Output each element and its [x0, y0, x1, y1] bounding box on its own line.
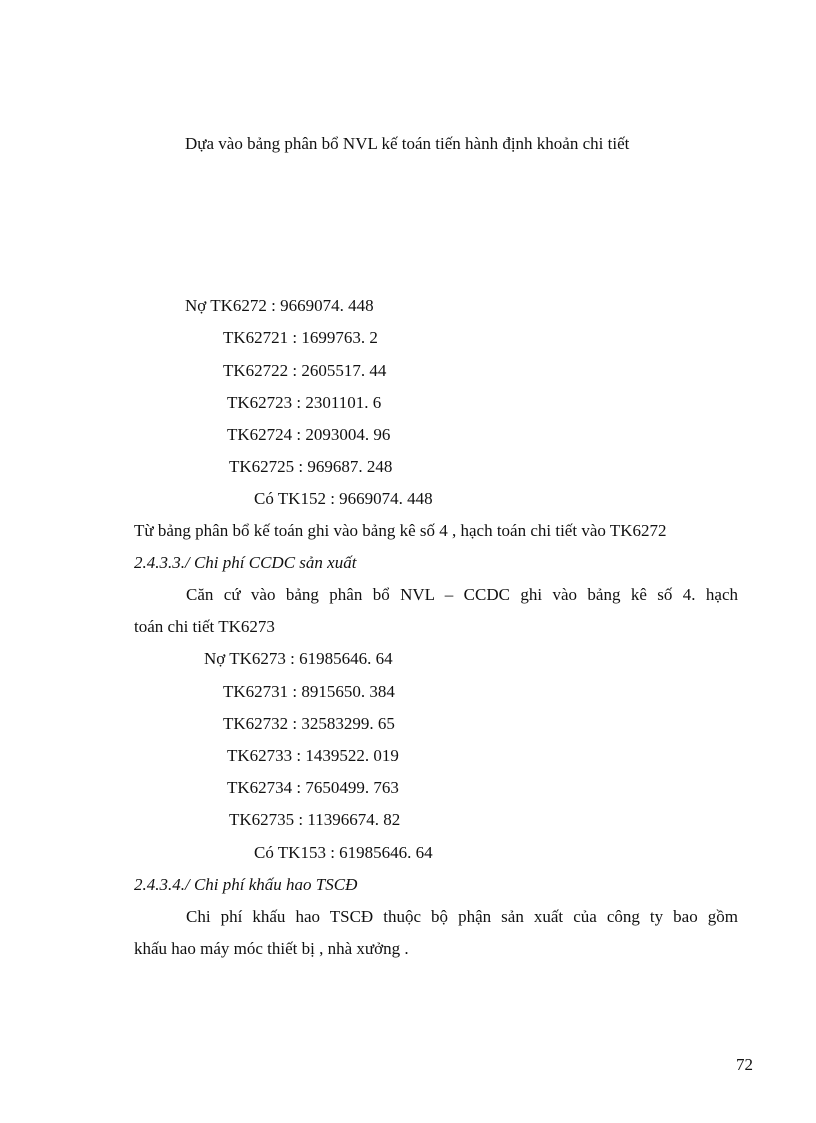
nvl-subaccount-line: TK62721 : 1699763. 2 [223, 328, 378, 347]
ccdc-subaccount-line: TK62735 : 11396674. 82 [229, 810, 401, 829]
nvl-subaccount-line: TK62722 : 2605517. 44 [223, 361, 387, 380]
ccdc-subaccount-line: TK62734 : 7650499. 763 [227, 778, 399, 797]
depreciation-paragraph-line-1: Chi phí khấu hao TSCĐ thuộc bộ phận sản xuất của công ty bao gồm [186, 907, 738, 926]
section-heading-ccdc: 2.4.3.3./ Chi phí CCDC sản xuất [134, 553, 357, 572]
intro-text: Dựa vào bảng phân bổ NVL kế toán tiến hành định khoản chi tiết [185, 134, 630, 153]
ccdc-paragraph-line-1: Căn cứ vào bảng phân bổ NVL – CCDC ghi vào bảng kê số 4. hạch [186, 585, 738, 604]
nvl-note: Từ bảng phân bổ kế toán ghi vào bảng kê số 4 , hạch toán chi tiết vào TK6272 [134, 521, 667, 540]
ccdc-paragraph-line-2: toán chi tiết TK6273 [134, 617, 275, 636]
nvl-debit-entry: Nợ TK6272 : 9669074. 448 [185, 296, 374, 315]
ccdc-subaccount-line: TK62732 : 32583299. 65 [223, 714, 395, 733]
nvl-subaccount-line: TK62724 : 2093004. 96 [227, 425, 391, 444]
nvl-credit-entry: Có TK152 : 9669074. 448 [254, 489, 433, 508]
nvl-subaccount-line: TK62725 : 969687. 248 [229, 457, 393, 476]
ccdc-subaccount-line: TK62731 : 8915650. 384 [223, 682, 395, 701]
page-number: 72 [736, 1055, 753, 1074]
ccdc-debit-entry: Nợ TK6273 : 61985646. 64 [204, 649, 393, 668]
depreciation-paragraph-line-2: khấu hao máy móc thiết bị , nhà xưởng . [134, 939, 409, 958]
nvl-subaccount-line: TK62723 : 2301101. 6 [227, 393, 382, 412]
section-heading-depreciation: 2.4.3.4./ Chi phí khấu hao TSCĐ [134, 875, 358, 894]
ccdc-subaccount-line: TK62733 : 1439522. 019 [227, 746, 399, 765]
ccdc-credit-entry: Có TK153 : 61985646. 64 [254, 843, 433, 862]
